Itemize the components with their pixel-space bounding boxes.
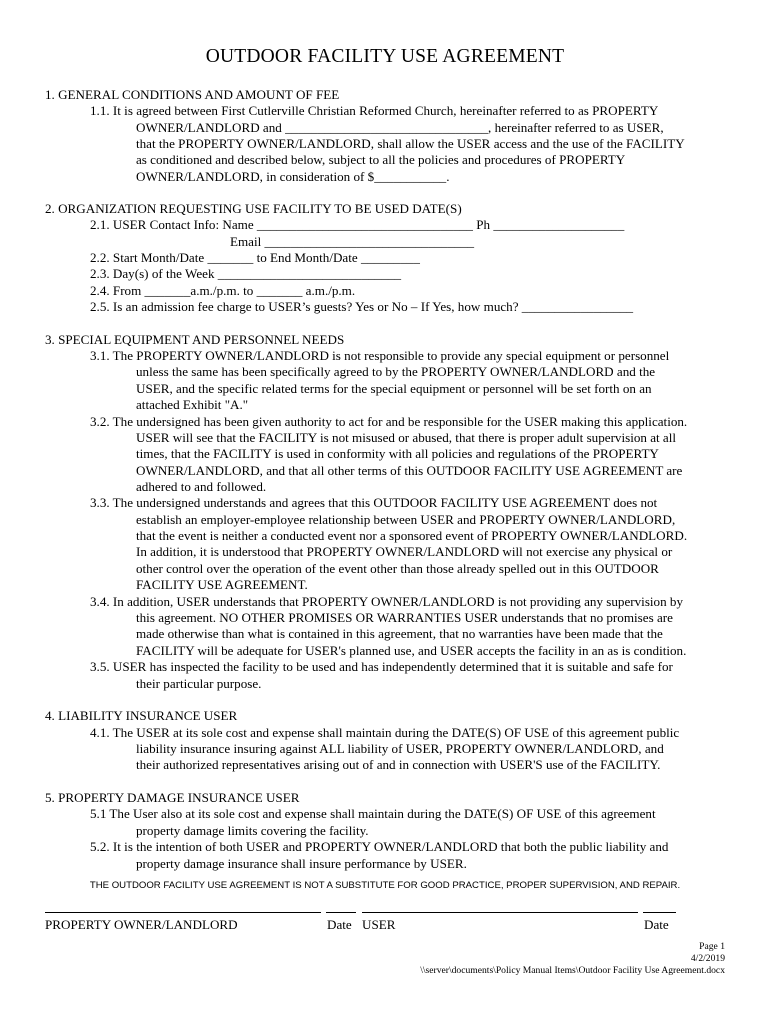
clause-line: made otherwise than what is contained in this agreement, that no warranties have been made that the	[136, 626, 663, 641]
clause-line: OWNER/LANDLORD, and that all other terms of this OUTDOOR FACILITY USE AGREEMENT are	[136, 463, 683, 478]
clause-line: FACILITY USE AGREEMENT.	[136, 577, 308, 592]
clause-line: 3.2. The undersigned has been given authority to act for and be responsible for the USER making this application.	[90, 414, 688, 429]
clause-line: 4.1. The USER at its sole cost and expense shall maintain during the DATE(S) OF USE of this agreement public	[90, 725, 680, 740]
clause-line: times, that the FACILITY is used in conformity with all policies and regulations of the PROPERTY	[136, 446, 659, 461]
clause-line: their particular purpose.	[136, 676, 262, 691]
section-heading: 3. SPECIAL EQUIPMENT AND PERSONNEL NEEDS	[45, 332, 345, 347]
user-date-label: Date	[644, 917, 669, 932]
revision-date: 4/2/2019	[690, 953, 725, 964]
start-end-date-line: 2.2. Start Month/Date _______ to End Month/Date _________	[90, 250, 420, 265]
clause-line: 5.1 The User also at its sole cost and expense shall maintain during the DATE(S) OF USE of this agreement	[90, 806, 656, 821]
clause-line: their authorized representatives arising out of and in connection with USER'S use of the FACILITY.	[136, 757, 661, 772]
clause-line: OWNER/LANDLORD, in consideration of $___________.	[136, 169, 450, 184]
document-title: OUTDOOR FACILITY USE AGREEMENT	[205, 46, 565, 67]
disclaimer-notice: THE OUTDOOR FACILITY USE AGREEMENT IS NOT A SUBSTITUTE FOR GOOD PRACTICE, PROPER SUPERVISION, AND REPAIR.	[89, 880, 681, 891]
contact-email-line: Email ________________________________	[230, 234, 475, 249]
clause-line: 3.5. USER has inspected the facility to be used and has independently determined that it is suitable and safe for	[90, 659, 673, 674]
clause-line: this agreement. NO OTHER PROMISES OR WARRANTIES USER understands that no promises are	[136, 610, 673, 625]
section-heading: 1. GENERAL CONDITIONS AND AMOUNT OF FEE	[45, 87, 340, 102]
clause-line: 3.4. In addition, USER understands that PROPERTY OWNER/LANDLORD is not providing any supervision by	[90, 594, 684, 609]
owner-date-label: Date	[327, 917, 352, 932]
clause-line: other control over the operation of the event other than those already spelled out in this OUTDOOR	[136, 561, 659, 576]
user-date-line[interactable]	[643, 912, 676, 913]
clause-line: USER, and the specific related terms for the special equipment or personnel will be set forth on an	[136, 381, 652, 396]
clause-line: In addition, it is understood that PROPERTY OWNER/LANDLORD will not exercise any physical or	[136, 544, 673, 559]
user-signature-label: USER	[362, 917, 396, 932]
clause-line: FACILITY will be adequate for USER's planned use, and USER accepts the facility in an as is condition.	[136, 643, 687, 658]
clause-line: adhered to and followed.	[136, 479, 267, 494]
days-of-week-line: 2.3. Day(s) of the Week ____________________________	[90, 266, 402, 281]
owner-signature-label: PROPERTY OWNER/LANDLORD	[45, 917, 238, 932]
owner-date-line[interactable]	[326, 912, 356, 913]
admission-fee-line: 2.5. Is an admission fee charge to USER’s guests? Yes or No – If Yes, how much? _________________	[90, 299, 634, 314]
owner-signature-line[interactable]	[45, 912, 321, 913]
section-heading: 2. ORGANIZATION REQUESTING USE FACILITY TO BE USED DATE(S)	[45, 201, 462, 216]
contact-name-line: 2.1. USER Contact Info: Name _________________________________ Ph ____________________	[90, 217, 625, 232]
clause-line: liability insurance insuring against ALL liability of USER, PROPERTY OWNER/LANDLORD, and	[136, 741, 664, 756]
file-path: \\server\documents\Policy Manual Items\Outdoor Facility Use Agreement.docx	[420, 965, 725, 976]
page-number: Page 1	[699, 941, 725, 952]
clause-line: that the PROPERTY OWNER/LANDLORD, shall allow the USER access and the use of the FACILITY	[136, 136, 685, 151]
clause-line: as conditioned and described below, subject to all the policies and procedures of PROPERTY	[136, 152, 626, 167]
clause-line: 1.1. It is agreed between First Cutlerville Christian Reformed Church, hereinafter referred to as PROPERTY	[90, 103, 659, 118]
clause-line: USER will see that the FACILITY is not misused or abused, that there is proper adult supervision at all	[136, 430, 677, 445]
section-heading: 5. PROPERTY DAMAGE INSURANCE USER	[45, 790, 300, 805]
user-signature-line[interactable]	[362, 912, 638, 913]
clause-line: property damage insurance shall insure performance by USER.	[136, 856, 467, 871]
clause-line: attached Exhibit "A."	[136, 397, 249, 412]
clause-line: that the event is neither a conducted event nor a sponsored event of PROPERTY OWNER/LANDLORD.	[136, 528, 688, 543]
section-heading: 4. LIABILITY INSURANCE USER	[45, 708, 238, 723]
clause-line: property damage limits covering the facility.	[136, 823, 369, 838]
clause-line: 3.3. The undersigned understands and agrees that this OUTDOOR FACILITY USE AGREEMENT does not	[90, 495, 658, 510]
clause-line: OWNER/LANDLORD and _______________________________, hereinafter referred to as USER,	[136, 120, 664, 135]
clause-line: 3.1. The PROPERTY OWNER/LANDLORD is not responsible to provide any special equipment or personnel	[90, 348, 670, 363]
clause-line: establish an employer-employee relationship between USER and PROPERTY OWNER/LANDLORD,	[136, 512, 676, 527]
clause-line: 5.2. It is the intention of both USER and PROPERTY OWNER/LANDLORD that both the public liability and	[90, 839, 669, 854]
clause-line: unless the same has been specifically agreed to by the PROPERTY OWNER/LANDLORD and the	[136, 364, 656, 379]
time-range-line: 2.4. From _______a.m./p.m. to _______ a.m./p.m.	[90, 283, 356, 298]
